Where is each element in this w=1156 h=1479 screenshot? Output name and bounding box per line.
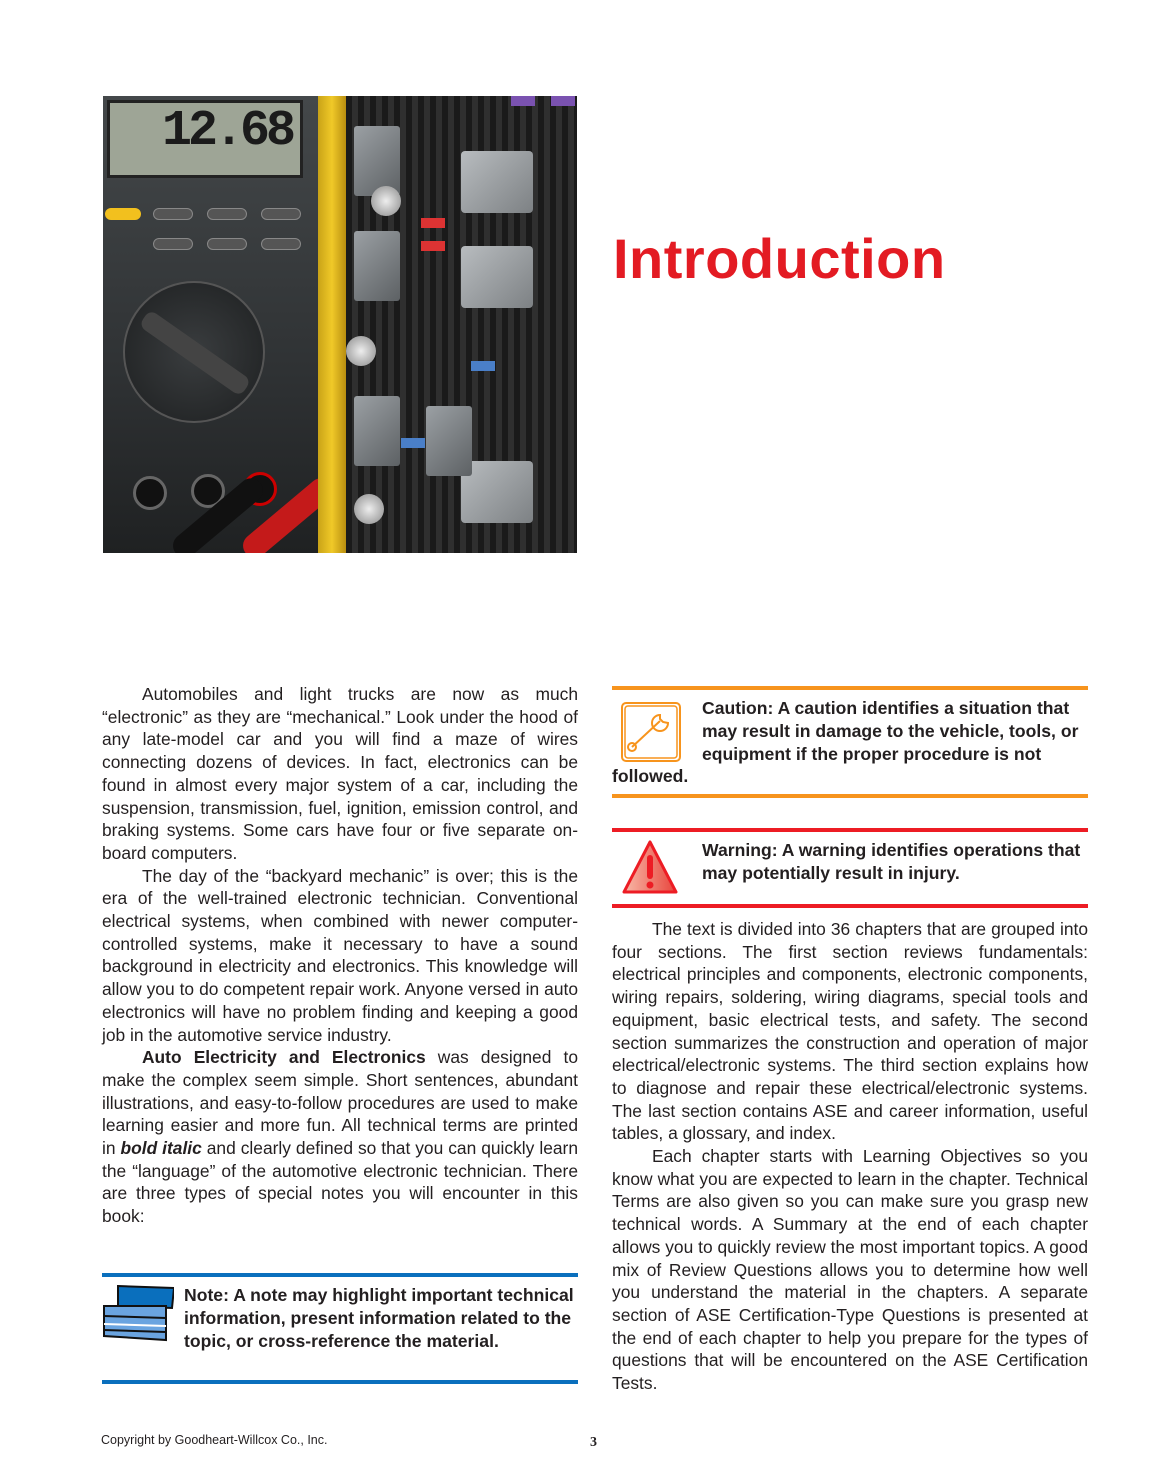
relay: [461, 246, 533, 308]
jack: [133, 476, 167, 510]
relay: [354, 396, 400, 466]
warning-rule-bottom: [612, 904, 1088, 908]
fuse: [401, 438, 425, 448]
warning-text: Warning: A warning identifies operations that may potentially result in injury.: [702, 840, 1081, 883]
fuse: [471, 361, 495, 371]
toolbox-icon: [102, 1284, 174, 1342]
paragraph: The text is divided into 36 chapters that are grouped into four sections. The first section reviews fundamentals: electrical principles and components, electronic components, wiring repairs, soldering, wiring diagrams, special tools and equipment, basic electrical tests, and safety. The second section summarizes the construction and operation of major electrical/electronic systems. The third section explains how to diagnose and repair these electrical/electronic systems. The last section contains ASE and career information, useful tables, a glossary, and index.: [612, 919, 1088, 1144]
relay: [426, 406, 472, 476]
fuse: [421, 218, 445, 228]
meter-button: [261, 208, 301, 220]
fuse-box: [346, 96, 577, 553]
meter-button: [153, 238, 193, 250]
fuse: [511, 96, 535, 106]
caution-rule-bottom: [612, 794, 1088, 798]
meter-button: [207, 208, 247, 220]
fuse: [551, 96, 575, 106]
bolt: [371, 186, 401, 216]
note-rule-top: [102, 1273, 578, 1277]
relay: [354, 126, 400, 196]
warning-triangle-icon: [622, 839, 692, 897]
fuse: [421, 241, 445, 251]
paragraph: Automobiles and light trucks are now as much “electronic” as they are “mechanical.” Look under the hood of any late-model car and you will find a maze of wires connecting dozens of devices. In fact, electronics can be found in almost every major system of a car, including the suspension, transmission, fuel, ignition, emission control, and braking systems. Some cars have four or five separate on-board computers.: [102, 684, 578, 863]
meter-holster: [318, 96, 346, 553]
multimeter-display: 12.68: [107, 100, 303, 178]
warning-rule-top: [612, 828, 1088, 832]
page-number: 3: [590, 1435, 597, 1450]
multimeter-fuse-box-photo: [103, 96, 577, 553]
meter-button: [153, 208, 193, 220]
page-title: Introduction: [613, 227, 946, 290]
right-column: [612, 918, 1088, 1395]
caution-text: Caution: A caution identifies a situation that may result in damage to the vehicle, tools, or equipment if the proper procedure is not followed.: [612, 698, 1079, 787]
meter-button: [105, 208, 141, 220]
book-title: Auto Electricity and Electronics: [142, 1047, 426, 1068]
bold-italic-example: bold italic: [120, 1138, 202, 1159]
bolt: [346, 336, 376, 366]
meter-button: [207, 238, 247, 250]
meter-button: [261, 238, 301, 250]
note-text: Note: A note may highlight important technical information, present information related to the topic, or cross-reference the material.: [184, 1285, 574, 1351]
caution-rule-top: [612, 686, 1088, 690]
relay: [354, 231, 400, 301]
paragraph-text: was designed to make the complex seem simple. Short sentences, abundant illustrations, and easy-to-follow procedures are used to make learning easier and more fun. All technical terms are printed in: [102, 1047, 578, 1159]
paragraph-text: and clearly defined so that you can quickly learn the “language” of the automotive electronic technician. There are three types of special notes you will encounter in this book:: [102, 1138, 578, 1227]
bolt: [354, 494, 384, 524]
wrench-icon: [620, 701, 692, 765]
caution-box: [612, 697, 1088, 788]
note-box: [102, 1284, 578, 1352]
multimeter: [103, 96, 318, 553]
paragraph: Each chapter starts with Learning Objectives so you know what you are expected to learn in the chapter. Technical Terms are also given so you can make sure you grasp new technical words. A Summary at the end of each chapter allows you to quickly review the most important topics. A good mix of Review Questions allows you to determine how well you understand the material in the chapters. A separate section of ASE Certification-Type Questions is presented at the end of each chapter to help you prepare for the types of questions that will be encountered on the ASE Certification Tests.: [612, 1146, 1088, 1394]
relay: [461, 151, 533, 213]
paragraph: [102, 1046, 578, 1228]
left-column: [102, 683, 578, 1228]
warning-box: [612, 839, 1088, 897]
rotary-dial: [123, 281, 265, 423]
note-rule-bottom: [102, 1380, 578, 1384]
copyright: Copyright by Goodheart-Willcox Co., Inc.: [101, 1433, 328, 1447]
paragraph: The day of the “backyard mechanic” is over; this is the era of the well-trained electronic technician. Conventional electrical systems, when combined with newer computer-controlled systems, make it necessary to have a sound background in electricity and electronics. This knowledge will allow you to do competent repair work. Anyone versed in auto electronics will have no problem finding and keeping a good job in the automotive service industry.: [102, 865, 578, 1045]
